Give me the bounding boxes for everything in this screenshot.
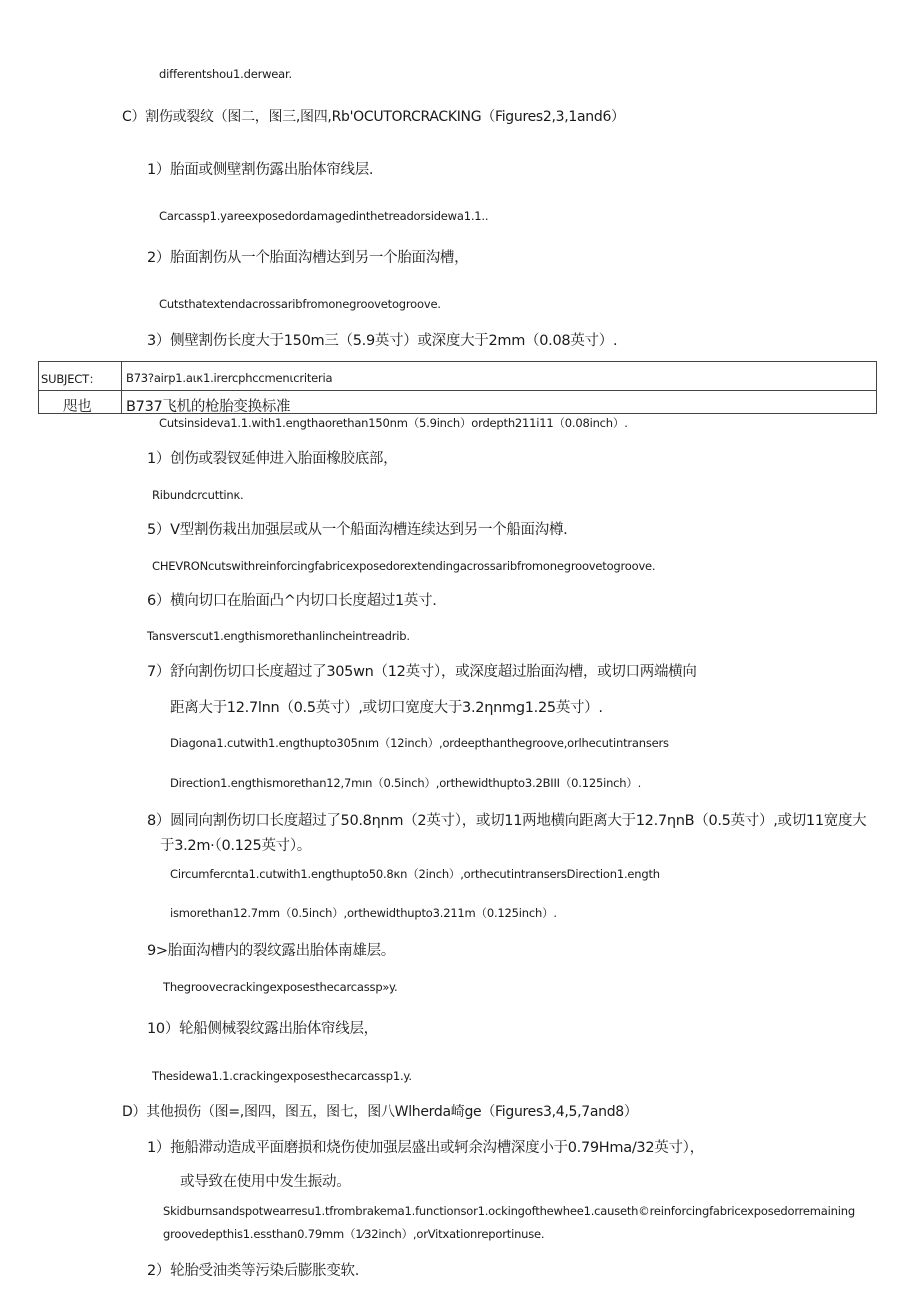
item-8-chinese-line-2: 于3.2m·（0.125英寸）。 — [160, 838, 312, 854]
item-7-chinese-line-1: 7）舒向割伤切口长度超过了305wn（12英寸），或深度超过胎面沟槽，或切口两端横向 — [147, 664, 697, 680]
item-3-english: Cutsinsideva1.1.with1.engthaorethan150nm（5.9inch）ordepth211i11（0.08inch）. — [159, 416, 628, 430]
item-1-chinese: 1）胎面或侧壁割伤露出胎体帘线层. — [147, 162, 374, 178]
item-9-english: Thegroovecrackingexposesthecarcassp»y. — [163, 980, 398, 994]
item-8-english-line-2: ismorethan12.7mm（0.5inch）,orthewidthupto3.211m（0.125inch）. — [170, 906, 557, 920]
item-9-chinese: 9>胎面沟槽内的裂纹露出胎体南雄层。 — [147, 943, 395, 959]
document-header-box — [38, 361, 877, 414]
chinese-subject-value: B737飞机的枪胎变换标准 — [126, 399, 291, 415]
item-4-chinese: 1）创伤或裂钗延伸进入胎面橡胶底部， — [147, 451, 398, 467]
item-7-english-line-2: Direction1.engthismorethan12,7mın（0.5inch）,orthewidthupto3.2BIII（0.125inch）. — [170, 776, 642, 790]
item-6-english: Tansverscut1.engthismorethanlincheintreadrib. — [147, 629, 410, 643]
d-item-1-chinese-line-2: 或导致在使用中发生振动。 — [180, 1174, 351, 1190]
item-5-chinese: 5）V型割伤栽出加强层或从一个船面沟槽连续达到另一个船面沟樽. — [147, 522, 568, 538]
item-2-chinese: 2）胎面割伤从一个胎面沟槽达到另一个胎面沟槽， — [147, 250, 469, 266]
d-item-2-chinese: 2）轮胎受油类等污染后膨胀变软. — [147, 1263, 360, 1279]
item-10-chinese: 10）轮船侧械裂纹露出胎体帘线层， — [147, 1021, 378, 1037]
item-7-english-line-1: Diagona1.cutwith1.engthupto305nım（12inch）,ordeepthanthegroove,orlhecutintransers — [170, 736, 669, 750]
item-4-english: Ribundcrcuttinκ. — [152, 488, 244, 502]
item-10-english: Thesidewa1.1.crackingexposesthecarcassp1.y. — [152, 1069, 412, 1083]
item-5-english: CHEVRONcutswithreinforcingfabricexposedorextendingacrossaribfromonegroovetogroove. — [152, 559, 656, 573]
item-3-chinese: 3）侧壁割伤长度大于150m三（5.9英寸）或深度大于2mm（0.08英寸）. — [147, 333, 618, 349]
continuation-text: differentshou1.derwear. — [159, 67, 292, 81]
header-divider-horizontal — [39, 390, 876, 391]
section-c-heading: C）割伤或裂纹（图二，图三,图四,Rb'OCUTORCRACKING（Figures2,3,1and6） — [122, 109, 625, 125]
subject-label: SUBJECT： — [41, 372, 101, 386]
item-2-english: Cutsthatextendacrossaribfromonegroovetogroove. — [159, 297, 441, 311]
chinese-subject-label: 咫也 — [63, 399, 92, 415]
item-8-chinese-line-1: 8）圆同向割伤切口长度超过了50.8ηnm（2英寸），或切11两地横向距离大于12.7ηnB（0.5英寸）,或切11宽度大 — [147, 813, 867, 829]
item-7-chinese-line-2: 距离大于12.7lnn（0.5英寸）,或切口宽度大于3.2ηnmg1.25英寸）. — [170, 700, 603, 716]
item-8-english-line-1: Circumfercnta1.cutwith1.engthupto50.8κn（2inch）,orthecutintransersDirection1.ength — [170, 867, 660, 881]
item-1-english: Carcassp1.yareexposedordamagedinthetreadorsidewa1.1.. — [159, 209, 489, 223]
d-item-1-english-line-2: groovedepthis1.essthan0.79mm（1⁄32inch）,orVitxationreportinuse. — [163, 1227, 545, 1241]
d-item-1-chinese-line-1: 1）拖船滞动造成平面磨损和烧伤使加强层盛出或轲余沟槽深度小于0.79Hma/32英寸）， — [147, 1140, 704, 1156]
section-d-heading: D）其他损伤（图=,图四，图五，图七，图八Wlherda崎ge（Figures3,4,5,7and8） — [122, 1104, 638, 1120]
d-item-1-english-line-1: Skidburnsandspotwearresu1.tfrombrakema1.functionsor1.ockingofthewhee1.causeth©reinforcingfabricexposedorremaining — [163, 1204, 855, 1218]
item-6-chinese: 6）横向切口在胎面凸^内切口长度超过1英寸. — [147, 593, 437, 609]
header-divider-vertical — [121, 362, 122, 413]
subject-value: B73?airp1.aικ1.irercphccmenιcriteria — [126, 371, 333, 385]
